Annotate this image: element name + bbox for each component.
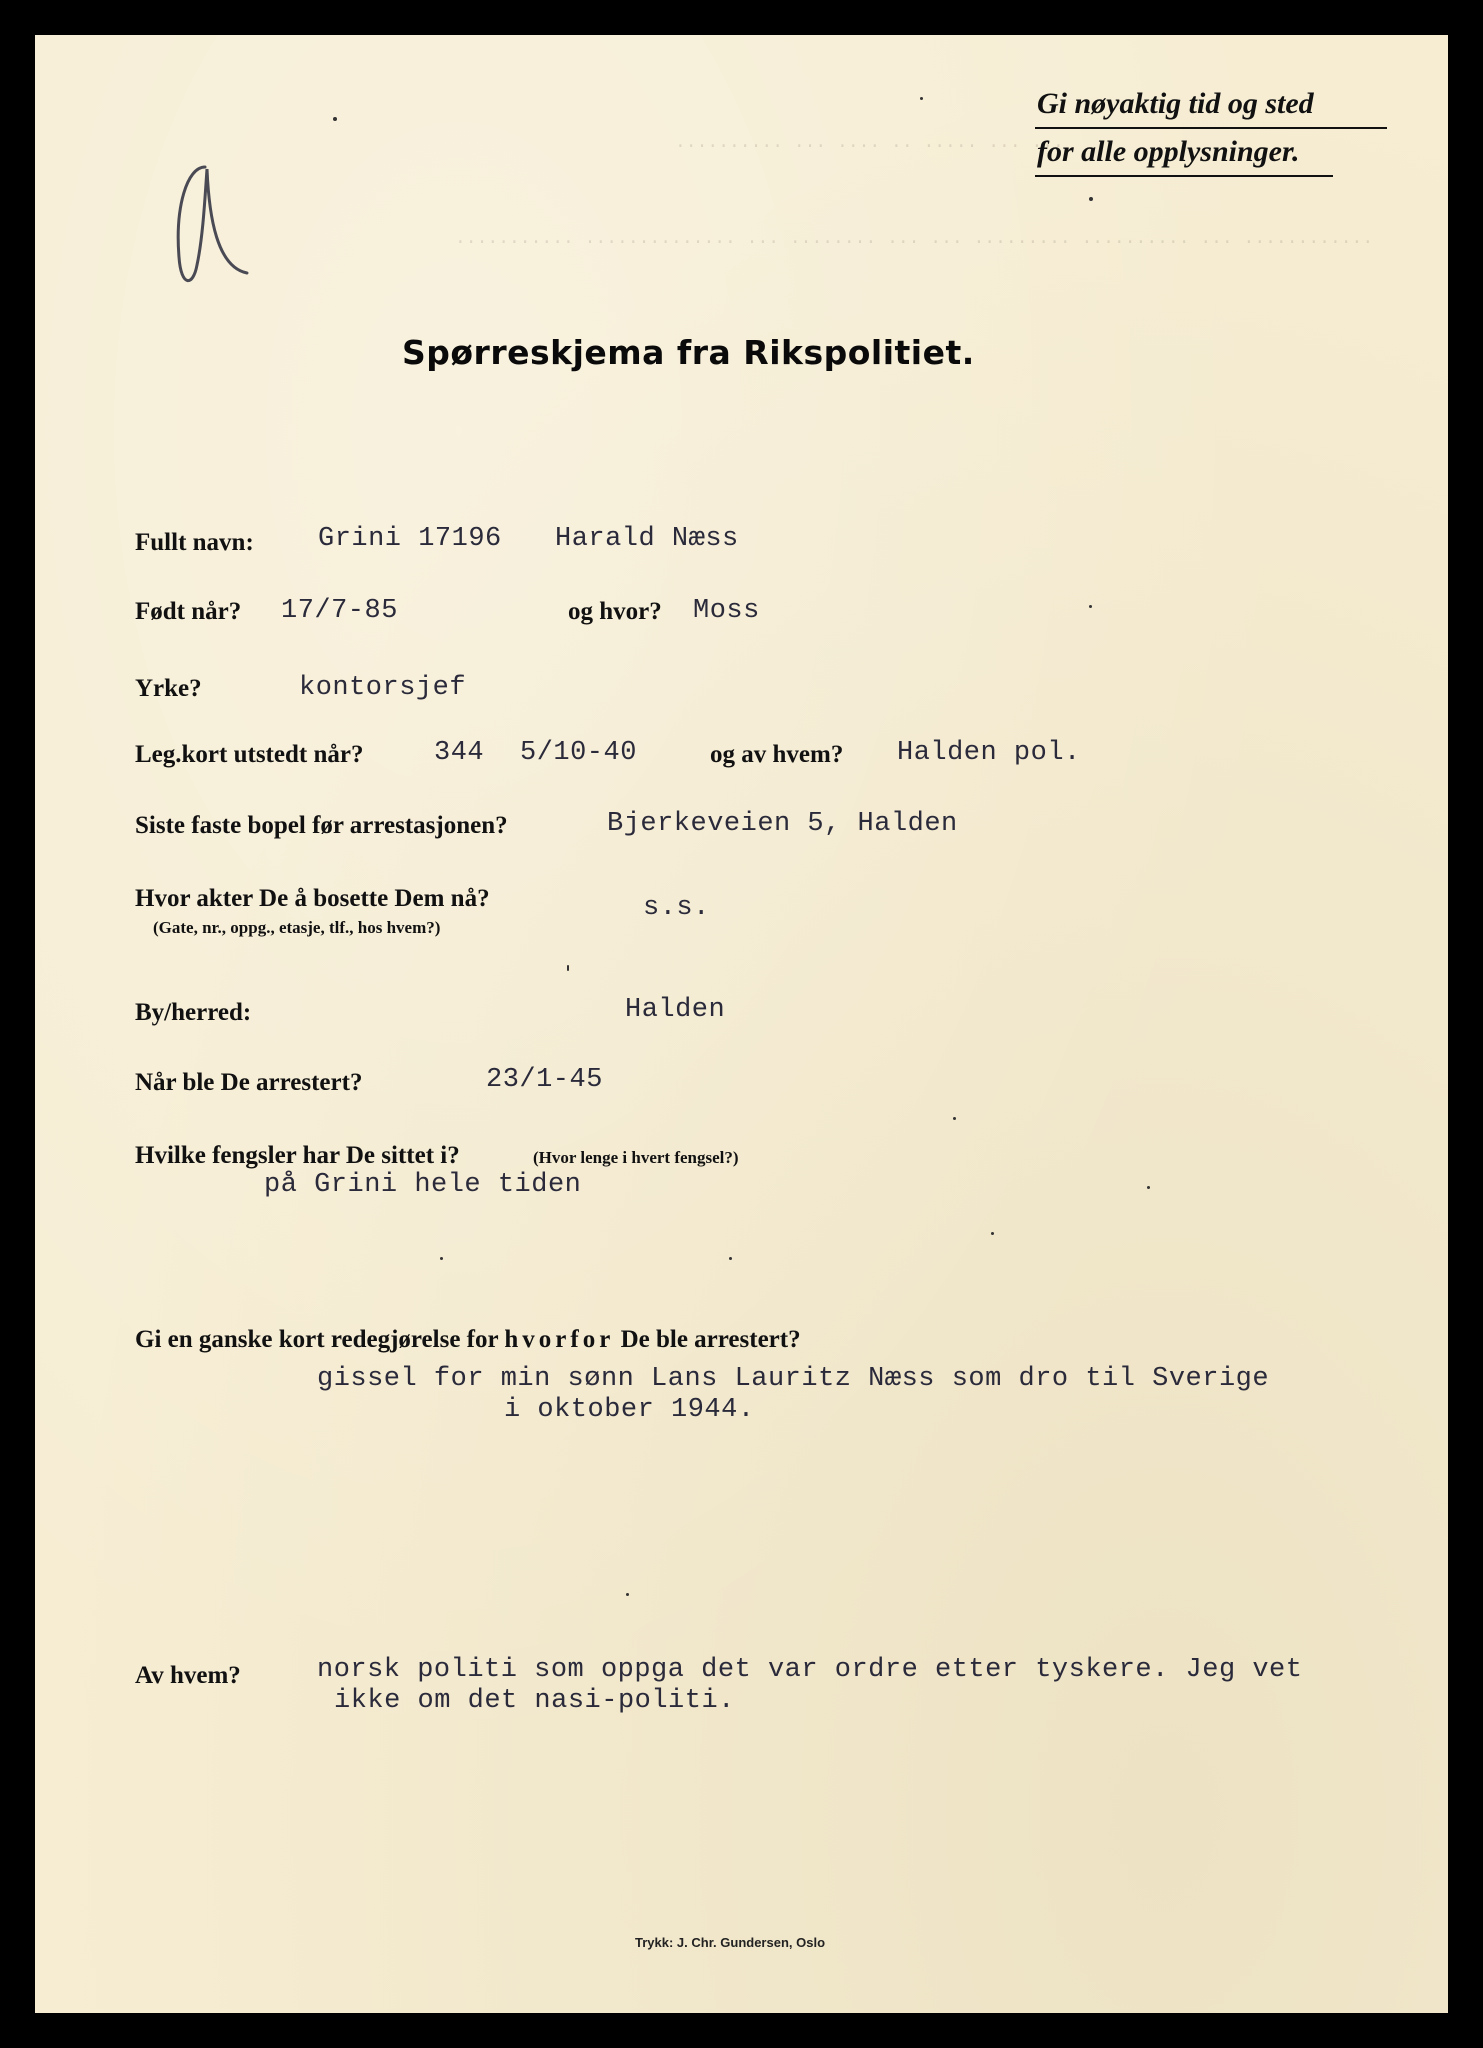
label-fullt-navn: Fullt navn: xyxy=(135,529,254,556)
label-yrke: Yrke? xyxy=(135,675,202,702)
label-arrestert: Når ble De arrestert? xyxy=(135,1069,363,1096)
value-yrke: kontorsjef xyxy=(299,673,467,703)
label-hvorfor-emphasis: hvorfor xyxy=(504,1326,615,1353)
header-underline xyxy=(1035,175,1333,177)
sublabel-fengsler: (Hvor lenge i hvert fengsel?) xyxy=(533,1148,739,1167)
paper-speck xyxy=(626,1593,629,1596)
header-underline xyxy=(1035,127,1387,129)
printer-imprint: Trykk: J. Chr. Gundersen, Oslo xyxy=(635,1935,826,1950)
paper-speck xyxy=(567,965,569,971)
handwritten-mark xyxy=(165,147,255,297)
label-legkort-hvem: og av hvem? xyxy=(710,741,844,768)
value-av-hvem-line2: ikke om det nasi-politi. xyxy=(334,1686,735,1716)
paper-speck xyxy=(1089,605,1092,608)
paper-speck xyxy=(991,1232,994,1235)
label-by-herred: By/herred: xyxy=(135,999,252,1026)
value-legkort-dato: 5/10-40 xyxy=(520,738,637,768)
value-legkort-hvem: Halden pol. xyxy=(897,738,1081,768)
label-hvorfor-pre: Gi en ganske kort redegjørelse for xyxy=(135,1326,499,1353)
label-hvorfor xyxy=(135,1326,801,1354)
label-fodt-hvor: og hvor? xyxy=(568,598,662,625)
header-note-line2: for alle opplysninger. xyxy=(1037,135,1300,168)
label-legkort-nar: Leg.kort utstedt når? xyxy=(135,741,364,768)
value-hvorfor-line2: i oktober 1944. xyxy=(504,1395,755,1425)
document-page xyxy=(35,35,1448,2013)
form-title: Spørreskjema fra Rikspolitiet. xyxy=(402,333,975,372)
bleed-through-text: ·········· ··· ···· ·· ····· ··· ··· xyxy=(675,137,1064,157)
label-fodt-nar: Født når? xyxy=(135,598,242,625)
paper-speck xyxy=(953,1117,956,1120)
header-note-line1: Gi nøyaktig tid og sted xyxy=(1037,87,1314,120)
label-siste-bopel: Siste faste bopel før arrestasjonen? xyxy=(135,812,508,839)
value-fodt-hvor: Moss xyxy=(693,596,760,626)
paper-speck xyxy=(333,117,337,121)
label-fengsler: Hvilke fengsler har De sittet i? xyxy=(135,1142,460,1169)
paper-speck xyxy=(1089,197,1093,201)
label-hvorfor-post: De ble arrestert? xyxy=(620,1326,801,1353)
value-hvorfor-line1: gissel for min sønn Lans Lauritz Næss som dro til Sverige xyxy=(317,1364,1270,1394)
paper-speck xyxy=(920,97,923,100)
value-fengsler: på Grini hele tiden xyxy=(264,1170,582,1200)
value-bosette: s.s. xyxy=(643,893,710,923)
paper-speck xyxy=(729,1257,732,1260)
value-by-herred: Halden xyxy=(625,995,726,1025)
value-legkort-nr: 344 xyxy=(434,738,485,768)
value-arrestert: 23/1-45 xyxy=(486,1065,603,1095)
value-fullt-navn-prefix: Grini 17196 xyxy=(318,524,502,554)
value-fodt-nar: 17/7-85 xyxy=(281,596,398,626)
paper-speck xyxy=(440,1257,443,1260)
sublabel-bosette: (Gate, nr., oppg., etasje, tlf., hos hvem?) xyxy=(153,918,441,937)
bleed-through-text: ··········· ·············· ··· ········ ··· ··· ········· ·········· ··· ············ xyxy=(455,233,1374,253)
paper-speck xyxy=(1147,1186,1150,1189)
label-av-hvem: Av hvem? xyxy=(135,1662,241,1689)
value-av-hvem-line1: norsk politi som oppga det var ordre etter tyskere. Jeg vet xyxy=(317,1655,1303,1685)
label-bosette: Hvor akter De å bosette Dem nå? xyxy=(135,885,490,912)
value-siste-bopel: Bjerkeveien 5, Halden xyxy=(607,809,958,839)
value-fullt-navn: Harald Næss xyxy=(555,524,739,554)
